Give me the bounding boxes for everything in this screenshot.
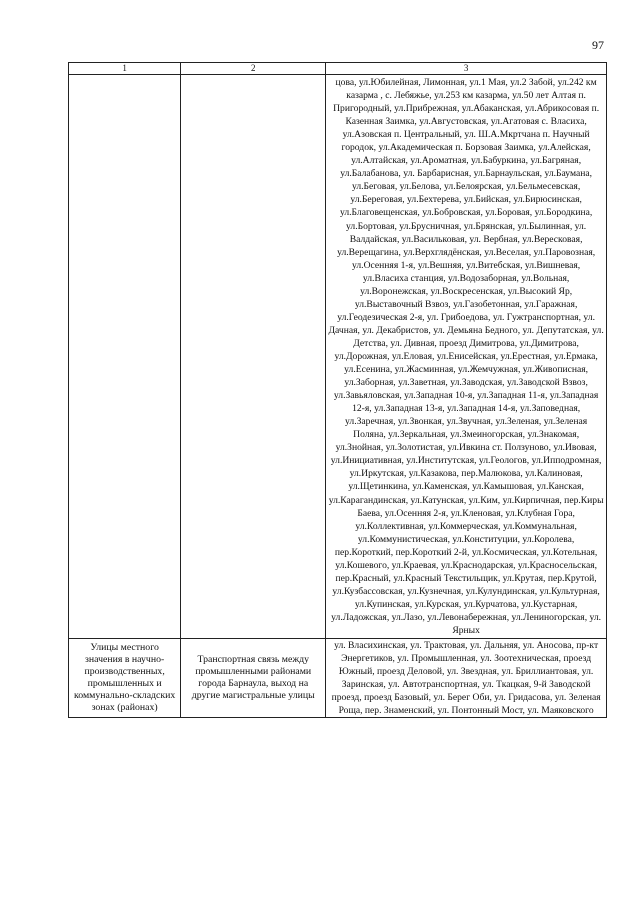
row-1-col-2 <box>181 75 326 639</box>
streets-table <box>68 62 607 718</box>
header-cell-1: 1 <box>69 63 181 75</box>
row-1-col-3-street-list: цова, ул.Юбилейная, Лимонная, ул.1 Мая, ул.2 Забой, ул.242 км казарма , с. Лебяжье, ул.253 км казарма, ул.50 лет Алтая п. Пригородный, ул.Прибрежная, ул.Абаканская, ул.Абрикосовая п. Казенная Заимка, ул.Августовская, ул.Агатовая с. Власиха, ул.Азовская п. Центральный, ул. Ш.А.Мкртчана п. Научный городок, ул.Академическая п. Борзовая Заимка, ул.Алейская, ул.Алтайская, ул.Ароматная, ул.Бабуркина, ул.Багряная, ул.Балабанова, ул. Барбарисная, ул.Барнаульская, ул.Баумана, ул.Беговая, ул.Белова, ул.Белоярская, ул.Бельмесевская, ул.Береговая, ул.Бехтерева, ул.Бийская, ул.Бирюсинская, ул.Благовещенская, ул.Бобровская, ул.Боровая, ул.Бородкина, ул.Бортовая, ул.Брусничная, ул.Брянская, ул.Былинная, ул. Валдайская, ул.Васильковая, ул. Вербная, ул.Вересковая, ул.Верещагина, ул.Верхглядёнская, ул.Веселая, ул.Паровозная, ул.Осенняя 1-я, ул.Вешняя, ул.Витебская, ул.Вишневая, ул.Власиха станция, ул.Водозаборная, ул.Вольная, ул.Воронежская, ул.Воскресенская, ул.Высокий Яр, ул.Выставочный Взвоз, ул.Газобетонная, ул.Гаражная, ул.Геодезическая 2-я, ул. Грибоедова, ул. Гужтранспортная, ул. Дачная, ул. Декабристов, ул. Демьяна Бедного, ул. Депутатская, ул. Детства, ул. Дивная, проезд Димитрова, ул.Димитрова, ул.Дорожная, ул.Еловая, ул.Енисейская, ул.Ерестная, ул.Ермака, ул.Есенина, ул.Жасминная, ул.Жемчужная, ул.Живописная, ул.Заборная, ул.Заветная, ул.Заводская, ул.Заводской Взвоз, ул.Завьяловская, ул.Западная 10-я, ул.Западная 11-я, ул.Западная 12-я, ул.Западная 13-я, ул.Западная 14-я, ул.Заповедная, ул.Заречная, ул.Звонкая, ул.Звучная, ул.Зеленая, ул.Зеленая Поляна, ул.Зеркальная, ул.Змеиногорская, ул.Знакомая, ул.Знойная, ул.Золотистая, ул.Ивкина ст. Ползуново, ул.Ивовая, ул.Инициативная, ул.Институтская, ул.Геологов, ул.Ипподромная, ул.Иркутская, ул.Казакова, пер.Малюкова, ул.Калиновая, ул.Щетинкина, ул.Каменская, ул.Камышовая, ул.Канская, ул.Карагандинская, ул.Катунская, ул.Ким, ул.Кирпичная, пер.Киры Баева, ул.Осенняя 2-я, ул.Кленовая, ул.Клубная Гора, ул.Коллективная, ул.Коммерческая, ул.Коммунальная, ул.Коммунистическая, ул.Конституции, ул.Королева, пер.Короткий, пер.Короткий 2-й, ул.Космическая, ул.Котельная, ул.Кошевого, ул.Краевая, ул.Краснодарская, ул.Красносельская, пер.Красный, ул.Красный Текстильщик, ул.Крутая, пер.Крутой, ул.Кузбассовская, ул.Кузнечная, ул.Кулундинская, ул.Культурная, ул.Купинская, ул.Курская, ул.Курчатова, ул.Кустарная, ул.Ладожская, ул.Лазо, ул.Левонабережная, ул.Лениногорская, ул. Ярных <box>326 75 607 639</box>
table-row <box>69 75 607 639</box>
table-header-row <box>69 63 607 75</box>
row-1-col-1 <box>69 75 181 639</box>
row-2-col-3-street-list: ул. Власихинская, ул. Трактовая, ул. Дальняя, ул. Аносова, пр-кт Энергетиков, ул. Промышленная, ул. Зоотехническая, проезд Южный, проезд Деловой, ул. Звездная, ул. Бриллиантовая, ул. Заринская, ул. Автотранспортная, ул. Ткацкая, 9-й Заводской проезд, проезд Базовый, ул. Берег Оби, ул. Гридасова, ул. Зеленая Роща, пер. Знаменский, ул. Понтонный Мост, ул. Маяковского <box>326 639 607 718</box>
row-2-col-1-category: Улицы местного значения в научно-производственных, промышленных и коммунально-складских зонах (районах) <box>69 639 181 718</box>
row-2-col-2-purpose: Транспортная связь между промышленными районами города Барнаула, выход на другие магистральные улицы <box>181 639 326 718</box>
page-number: 97 <box>592 38 604 52</box>
header-cell-2: 2 <box>181 63 326 75</box>
table-row <box>69 639 607 718</box>
header-cell-3: 3 <box>326 63 607 75</box>
